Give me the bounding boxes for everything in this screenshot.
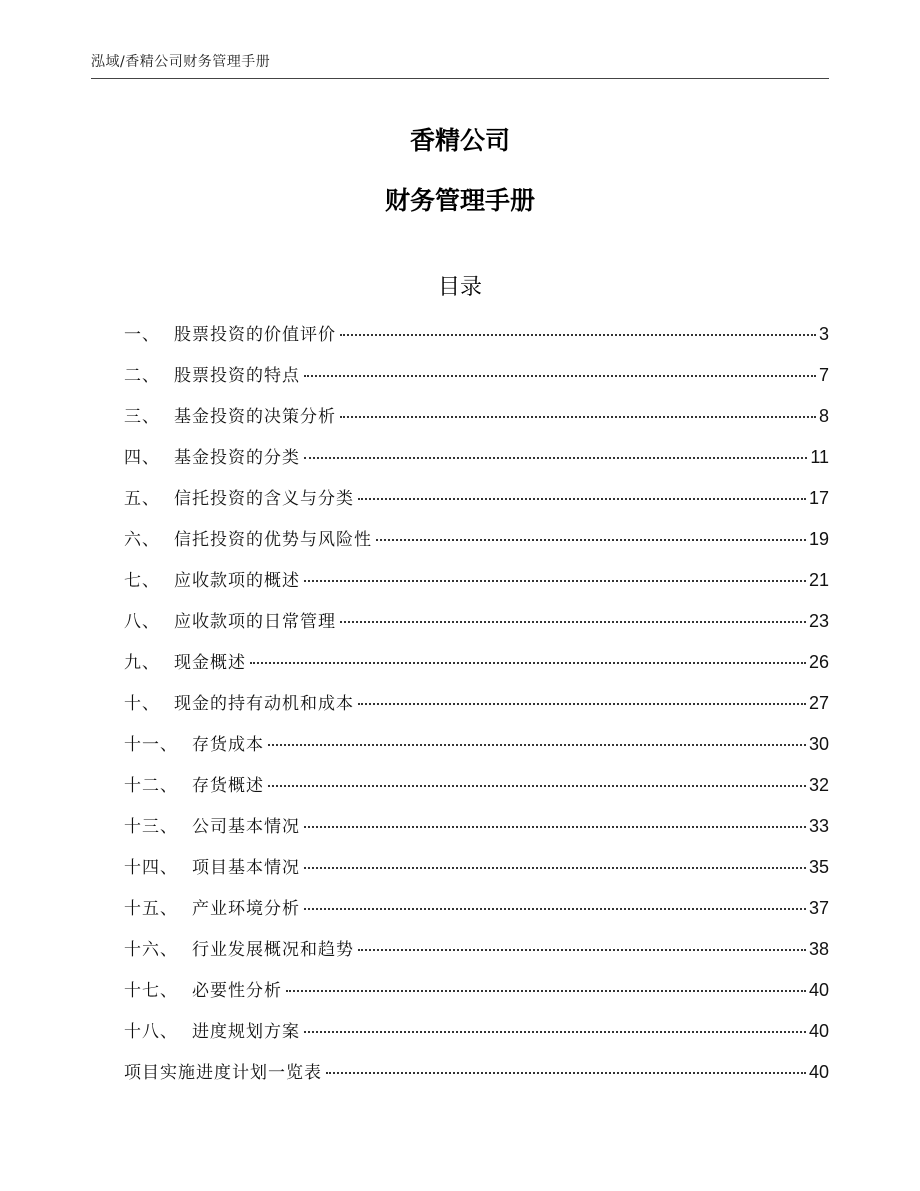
toc-heading: 目录 bbox=[437, 275, 482, 300]
toc-entry[interactable] bbox=[124, 648, 829, 689]
toc-entry-number: 四、 bbox=[124, 448, 160, 468]
toc-entry-title[interactable] bbox=[124, 1017, 300, 1042]
toc-entry-title[interactable] bbox=[124, 894, 300, 919]
toc-entry-title[interactable] bbox=[124, 935, 354, 960]
toc-dot-leader bbox=[340, 416, 816, 418]
toc-entry-number: 三、 bbox=[124, 407, 160, 427]
toc-entry-label: 基金投资的决策分析 bbox=[174, 407, 336, 427]
toc-dot-leader bbox=[304, 867, 806, 869]
toc-entry-title[interactable] bbox=[124, 730, 264, 755]
toc-page-number: 21 bbox=[808, 570, 829, 590]
toc-entry-label: 进度规划方案 bbox=[192, 1022, 300, 1042]
toc-entry-number: 十二、 bbox=[124, 776, 178, 796]
toc-entry[interactable] bbox=[124, 894, 829, 935]
toc-page-number: 32 bbox=[808, 775, 829, 795]
toc-page-number: 27 bbox=[808, 693, 829, 713]
document-title-line2: 财务管理手册 bbox=[384, 186, 535, 215]
toc-entry-number: 一、 bbox=[124, 325, 160, 345]
toc-page-number: 7 bbox=[818, 365, 829, 385]
toc-entry[interactable] bbox=[124, 607, 829, 648]
toc-entry[interactable] bbox=[124, 361, 829, 402]
toc-dot-leader bbox=[304, 908, 806, 910]
running-header: 泓域/香精公司财务管理手册 bbox=[91, 54, 271, 70]
toc-dot-leader bbox=[376, 539, 806, 541]
toc-entry-label: 产业环境分析 bbox=[192, 899, 300, 919]
toc-page-number: 26 bbox=[808, 652, 829, 672]
toc-page-number: 23 bbox=[808, 611, 829, 631]
toc-page-number: 35 bbox=[808, 857, 829, 877]
toc-entry-title[interactable] bbox=[124, 771, 264, 796]
toc-entry-number: 十六、 bbox=[124, 940, 178, 960]
toc-dot-leader bbox=[250, 662, 806, 664]
toc-dot-leader bbox=[304, 580, 806, 582]
toc-entry-title[interactable] bbox=[124, 484, 354, 509]
toc-entry-title[interactable] bbox=[124, 361, 300, 386]
toc-page-number: 38 bbox=[808, 939, 829, 959]
toc-entry-number: 八、 bbox=[124, 612, 160, 632]
toc-dot-leader bbox=[268, 744, 806, 746]
toc-entry[interactable] bbox=[124, 566, 829, 607]
toc-entry-label: 信托投资的优势与风险性 bbox=[174, 530, 372, 550]
toc-entry-label: 项目基本情况 bbox=[192, 858, 300, 878]
toc-entry-title[interactable] bbox=[124, 648, 246, 673]
toc-entry[interactable] bbox=[124, 402, 829, 443]
toc-dot-leader bbox=[304, 457, 807, 459]
toc-entry-label: 公司基本情况 bbox=[192, 817, 300, 837]
toc-entry-label: 信托投资的含义与分类 bbox=[174, 489, 354, 509]
toc-entry-title[interactable] bbox=[124, 853, 300, 878]
toc-dot-leader bbox=[340, 334, 816, 336]
toc-entry-title[interactable] bbox=[124, 976, 282, 1001]
toc-entry[interactable] bbox=[124, 976, 829, 1017]
toc-entry[interactable] bbox=[124, 1058, 829, 1099]
toc-entry-label: 存货概述 bbox=[192, 776, 264, 796]
toc-entry-number: 七、 bbox=[124, 571, 160, 591]
document-title-line1: 香精公司 bbox=[409, 126, 510, 155]
toc-entry-title[interactable] bbox=[124, 1058, 322, 1083]
toc-entry-title[interactable] bbox=[124, 812, 300, 837]
toc-page-number: 19 bbox=[808, 529, 829, 549]
toc-entry-label: 基金投资的分类 bbox=[174, 448, 300, 468]
toc-dot-leader bbox=[286, 990, 806, 992]
toc-page-number: 33 bbox=[808, 816, 829, 836]
table-of-contents bbox=[124, 320, 829, 1099]
toc-entry-number: 十八、 bbox=[124, 1022, 178, 1042]
toc-entry[interactable] bbox=[124, 320, 829, 361]
toc-page-number: 40 bbox=[808, 980, 829, 1000]
toc-dot-leader bbox=[358, 703, 806, 705]
toc-entry-label: 存货成本 bbox=[192, 735, 264, 755]
toc-page-number: 3 bbox=[818, 324, 829, 344]
toc-entry-label: 股票投资的价值评价 bbox=[174, 325, 336, 345]
toc-entry-label: 项目实施进度计划一览表 bbox=[124, 1063, 322, 1083]
toc-entry-label: 必要性分析 bbox=[192, 981, 282, 1001]
toc-entry-number: 十五、 bbox=[124, 899, 178, 919]
toc-entry-number: 十一、 bbox=[124, 735, 178, 755]
toc-entry-title[interactable] bbox=[124, 402, 336, 427]
toc-entry-number: 十三、 bbox=[124, 817, 178, 837]
toc-entry-title[interactable] bbox=[124, 607, 336, 632]
toc-entry-number: 十、 bbox=[124, 694, 160, 714]
toc-entry-number: 六、 bbox=[124, 530, 160, 550]
toc-dot-leader bbox=[304, 375, 816, 377]
toc-dot-leader bbox=[358, 498, 806, 500]
toc-entry[interactable] bbox=[124, 730, 829, 771]
toc-entry[interactable] bbox=[124, 771, 829, 812]
toc-entry[interactable] bbox=[124, 525, 829, 566]
toc-entry-title[interactable] bbox=[124, 689, 354, 714]
toc-page-number: 40 bbox=[808, 1021, 829, 1041]
toc-entry-label: 应收款项的概述 bbox=[174, 571, 300, 591]
toc-page-number: 11 bbox=[810, 447, 829, 467]
toc-entry-number: 五、 bbox=[124, 489, 160, 509]
toc-entry-number: 九、 bbox=[124, 653, 160, 673]
toc-page-number: 8 bbox=[818, 406, 829, 426]
toc-page-number: 40 bbox=[808, 1062, 829, 1082]
toc-entry-number: 二、 bbox=[124, 366, 160, 386]
toc-entry-number: 十七、 bbox=[124, 981, 178, 1001]
toc-entry[interactable] bbox=[124, 935, 829, 976]
toc-entry-number: 十四、 bbox=[124, 858, 178, 878]
toc-dot-leader bbox=[304, 1031, 806, 1033]
toc-entry-label: 现金的持有动机和成本 bbox=[174, 694, 354, 714]
toc-entry-label: 行业发展概况和趋势 bbox=[192, 940, 354, 960]
toc-dot-leader bbox=[340, 621, 806, 623]
toc-entry-title[interactable] bbox=[124, 566, 300, 591]
toc-dot-leader bbox=[358, 949, 806, 951]
toc-entry-label: 现金概述 bbox=[174, 653, 246, 673]
toc-dot-leader bbox=[304, 826, 806, 828]
toc-entry[interactable] bbox=[124, 1017, 829, 1058]
toc-entry[interactable] bbox=[124, 484, 829, 525]
toc-dot-leader bbox=[268, 785, 806, 787]
toc-entry-label: 股票投资的特点 bbox=[174, 366, 300, 386]
header-divider bbox=[91, 78, 829, 79]
toc-entry-label: 应收款项的日常管理 bbox=[174, 612, 336, 632]
toc-entry-title[interactable] bbox=[124, 320, 336, 345]
toc-entry[interactable] bbox=[124, 443, 829, 484]
toc-dot-leader bbox=[326, 1072, 806, 1074]
toc-entry-title[interactable] bbox=[124, 443, 300, 468]
toc-entry-title[interactable] bbox=[124, 525, 372, 550]
toc-entry[interactable] bbox=[124, 853, 829, 894]
toc-page-number: 30 bbox=[808, 734, 829, 754]
toc-page-number: 37 bbox=[808, 898, 829, 918]
toc-page-number: 17 bbox=[808, 488, 829, 508]
toc-entry[interactable] bbox=[124, 812, 829, 853]
toc-entry[interactable] bbox=[124, 689, 829, 730]
